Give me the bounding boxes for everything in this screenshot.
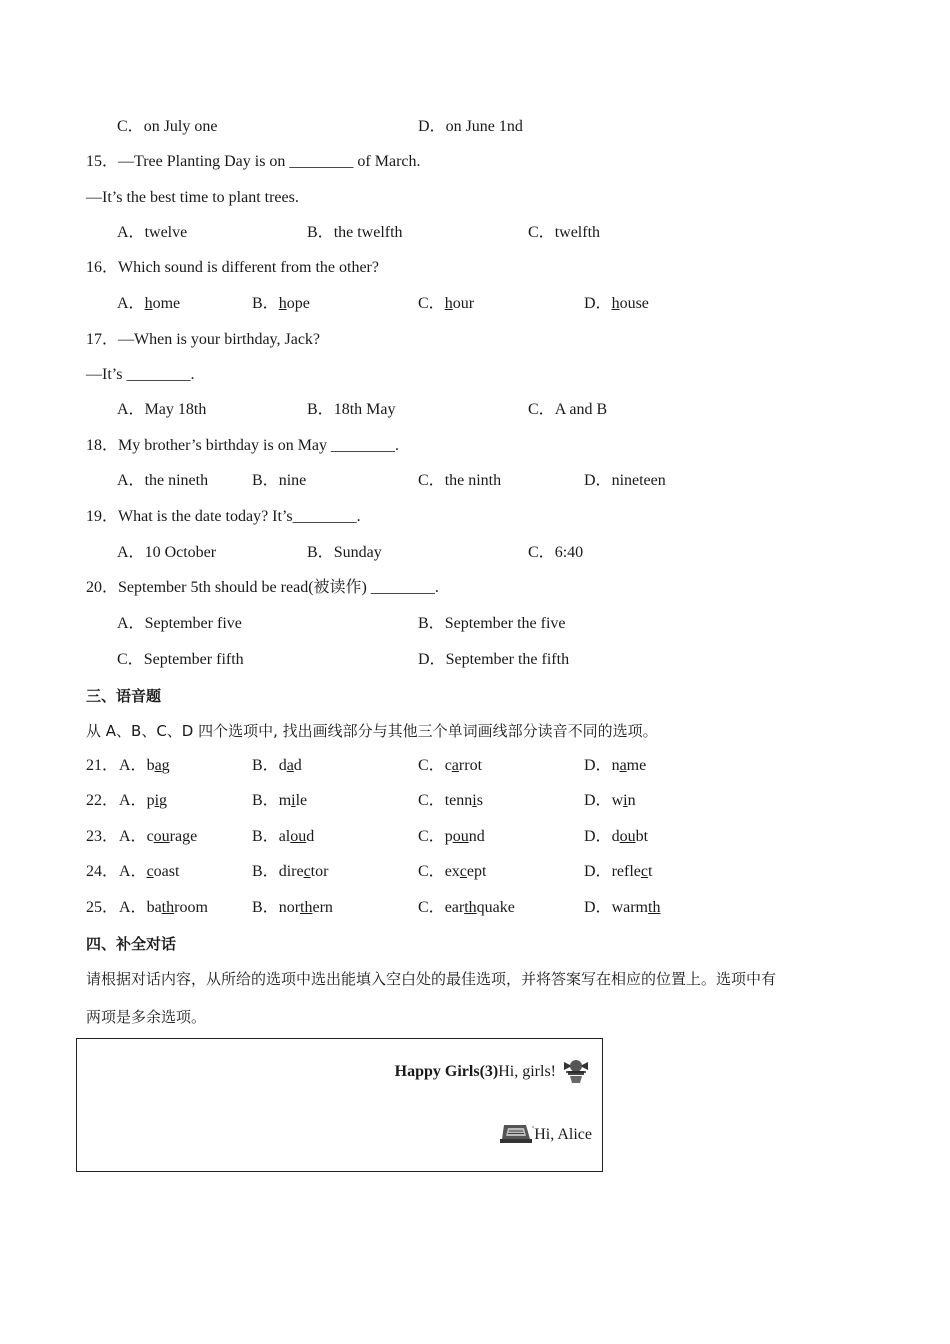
dialog-line-1 (395, 1056, 592, 1089)
q14-option-d: D．on June 1nd (418, 118, 523, 135)
q25-number: 25． (86, 899, 119, 916)
q16-option-d: D．house (584, 295, 649, 312)
q17-option-c: C．A and B (528, 401, 608, 418)
dialog-sender: Happy Girls(3) (394, 1063, 499, 1081)
q23-option-b: B．aloud (252, 828, 315, 845)
q19-option-c: C．6:40 (528, 544, 584, 561)
girl-avatar-icon (560, 1056, 592, 1089)
q20-stem: 20．September 5th should be read(被读作) ________. (86, 579, 439, 596)
q14-option-c: C．on July one (117, 118, 218, 135)
q24-option-a: A．coast (119, 863, 180, 880)
q21-option-b: B．dad (252, 757, 302, 774)
section4-title: 四、补全对话 (86, 935, 177, 953)
q18-stem: 18．My brother’s birthday is on May ________. (86, 437, 400, 454)
q16-option-a: A．home (117, 295, 181, 312)
q15-option-b: B．the twelfth (307, 224, 403, 241)
q22-number: 22． (86, 792, 119, 809)
q20-option-c: C．September fifth (117, 651, 244, 668)
q23-option-d: D．doubt (584, 828, 649, 845)
q23-number: 23． (86, 828, 119, 845)
q19-stem: 19．What is the date today? It’s________. (86, 508, 361, 525)
q25-option-b: B．northern (252, 899, 333, 916)
q24-option-b: B．director (252, 863, 329, 880)
q17-stem: 17．—When is your birthday, Jack? (86, 331, 321, 348)
q17-option-a: A．May 18th (117, 401, 207, 418)
q21-option-c: C．carrot (418, 757, 483, 774)
q24-option-d: D．reflect (584, 863, 653, 880)
q17-option-b: B．18th May (307, 401, 396, 418)
section3-title: 三、语音题 (86, 687, 162, 705)
q22-option-a: A．pig (119, 792, 168, 809)
q15-stem: 15．—Tree Planting Day is on ________ of March. (86, 153, 421, 170)
q21-option-a: A．bag (119, 757, 170, 774)
q17-reply: —It’s ________. (86, 366, 195, 383)
q20-option-b: B．September the five (418, 615, 566, 632)
q19-option-a: A．10 October (117, 544, 217, 561)
q25-option-a: A．bathroom (119, 899, 208, 916)
q15-reply: —It’s the best time to plant trees. (86, 189, 299, 206)
section4-instruction-line1: 请根据对话内容，从所给的选项中选出能填入空白处的最佳选项，并将答案写在相应的位置上。选项中有 (86, 970, 777, 988)
q23-option-a: A．courage (119, 828, 198, 845)
q18-option-b: B．nine (252, 472, 307, 489)
q18-option-c: C．the ninth (418, 472, 502, 489)
q24-option-c: C．except (418, 863, 487, 880)
q21-option-d: D．name (584, 757, 647, 774)
section4-instruction-line2: 两项是多余选项。 (86, 1008, 207, 1026)
q16-option-c: C．hour (418, 295, 475, 312)
q22-option-c: C．tennis (418, 792, 483, 809)
q25-option-c: C．earthquake (418, 899, 515, 916)
computer-avatar-icon (500, 1121, 534, 1150)
q16-stem: 16．Which sound is different from the other? (86, 259, 379, 276)
q20-option-a: A．September five (117, 615, 242, 632)
section3-instruction: 从 A、B、C、D 四个选项中, 找出画线部分与其他三个单词画线部分读音不同的选项。 (86, 722, 658, 740)
dialog-message-1: Hi, girls! (498, 1063, 556, 1081)
q20-option-d: D．September the fifth (418, 651, 570, 668)
q22-option-d: D．win (584, 792, 636, 809)
q16-option-b: B．hope (252, 295, 310, 312)
dialog-box (76, 1038, 603, 1172)
q15-option-c: C．twelfth (528, 224, 601, 241)
q19-option-b: B．Sunday (307, 544, 382, 561)
dialog-line-2 (500, 1121, 592, 1150)
q25-option-d: D．warmth (584, 899, 661, 916)
dialog-message-2: Hi, Alice (534, 1126, 592, 1144)
q18-option-a: A．the nineth (117, 472, 209, 489)
q23-option-c: C．pound (418, 828, 485, 845)
q21-number: 21． (86, 757, 119, 774)
q15-option-a: A．twelve (117, 224, 188, 241)
q18-option-d: D．nineteen (584, 472, 666, 489)
q22-option-b: B．mile (252, 792, 308, 809)
q24-number: 24． (86, 863, 119, 880)
